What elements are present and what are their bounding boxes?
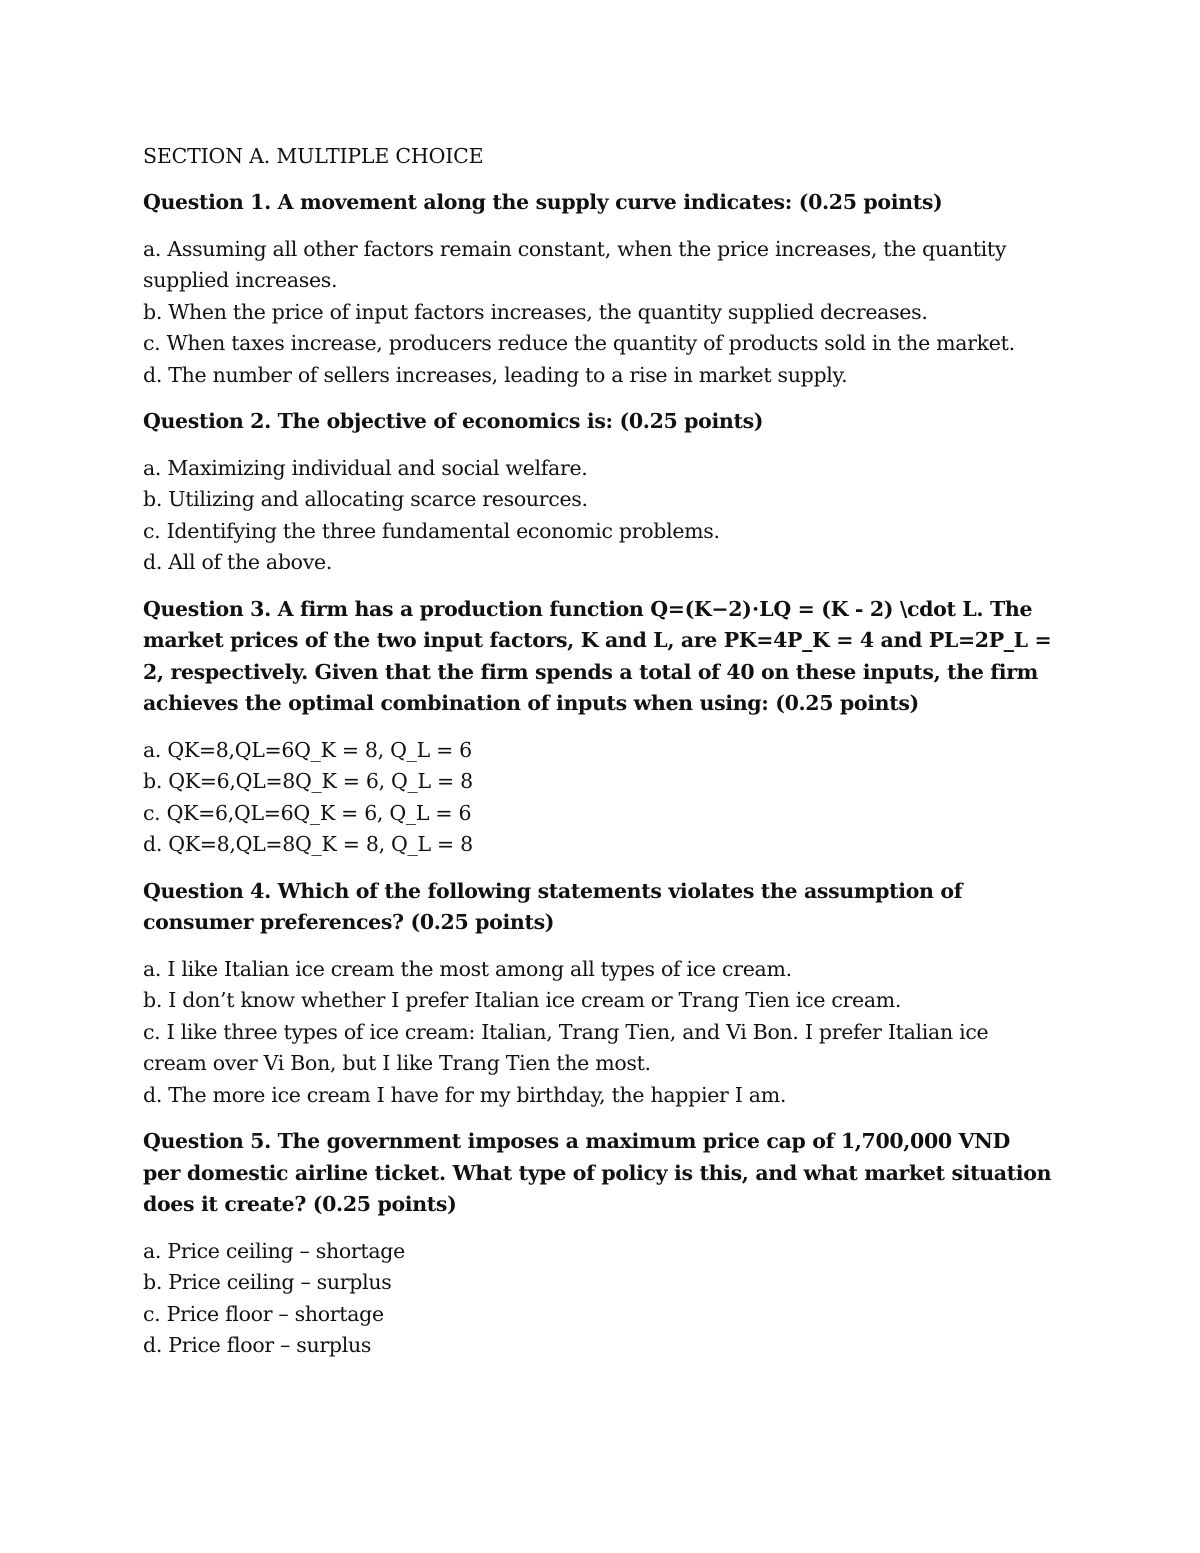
answer-option-a: a. Maximizing individual and social welfare. [143, 455, 588, 480]
question-1 [143, 187, 1053, 391]
document-page [143, 140, 1053, 1377]
answer-option-d: d. The more ice cream I have for my birthday, the happier I am. [143, 1082, 787, 1107]
answer-option-a: a. Price ceiling – shortage [143, 1238, 405, 1263]
question-text: Question 3. A firm has a production function Q=(K−2)⋅LQ = (K - 2) \cdot L. The market prices of the two input factors, K and L, are PK=4P_K = 4 and PL=2P_L = 2, respectively. Given that the firm spends a total of 40 on these inputs, the firm achieves the optimal combination of inputs when using: (0.25 points) [143, 596, 1052, 715]
answer-option-c: c. QK=6,QL=6Q_K = 6, Q_L = 6 [143, 800, 472, 825]
section-title: SECTION A. MULTIPLE CHOICE [143, 144, 484, 168]
answer-option-b: b. Utilizing and allocating scarce resources. [143, 487, 588, 511]
answer-options [143, 954, 1053, 1112]
question-text: Question 4. Which of the following statements violates the assumption of consumer preferences? (0.25 points) [143, 878, 963, 934]
answer-option-a: a. Assuming all other factors remain constant, when the price increases, the quantity supplied increases. [143, 236, 1007, 292]
answer-option-d: d. All of the above. [143, 550, 333, 574]
question-2 [143, 406, 1053, 579]
question-text: Question 1. A movement along the supply curve indicates: (0.25 points) [143, 190, 943, 214]
answer-options [143, 735, 1053, 861]
answer-option-c: c. I like three types of ice cream: Italian, Trang Tien, and Vi Bon. I prefer Italian ice cream over Vi Bon, but I like Trang Tien the most. [143, 1019, 989, 1075]
question-text: Question 5. The government imposes a maximum price cap of 1,700,000 VND per domestic airline ticket. What type of policy is this, and what market situation does it create? (0.25 points) [143, 1129, 1052, 1216]
question-4 [143, 876, 1053, 1112]
answer-option-c: c. Identifying the three fundamental economic problems. [143, 518, 720, 543]
answer-option-c: c. Price floor – shortage [143, 1301, 384, 1326]
answer-option-b: b. Price ceiling – surplus [143, 1270, 392, 1294]
answer-option-c: c. When taxes increase, producers reduce the quantity of products sold in the market. [143, 331, 1015, 355]
answer-options [143, 453, 1053, 579]
answer-option-b: b. QK=6,QL=8Q_K = 6, Q_L = 8 [143, 769, 473, 793]
answer-option-d: d. The number of sellers increases, leading to a rise in market supply. [143, 362, 848, 387]
answer-option-b: b. I don’t know whether I prefer Italian ice cream or Trang Tien ice cream. [143, 988, 902, 1012]
answer-option-d: d. Price floor – surplus [143, 1333, 372, 1357]
question-text: Question 2. The objective of economics is: (0.25 points) [143, 409, 764, 433]
question-3 [143, 594, 1053, 861]
answer-options [143, 234, 1053, 392]
question-5 [143, 1126, 1053, 1362]
answer-option-a: a. I like Italian ice cream the most among all types of ice cream. [143, 956, 792, 981]
answer-option-d: d. QK=8,QL=8Q_K = 8, Q_L = 8 [143, 832, 473, 856]
answer-option-a: a. QK=8,QL=6Q_K = 8, Q_L = 6 [143, 737, 472, 762]
answer-option-b: b. When the price of input factors increases, the quantity supplied decreases. [143, 299, 928, 324]
answer-options [143, 1236, 1053, 1362]
